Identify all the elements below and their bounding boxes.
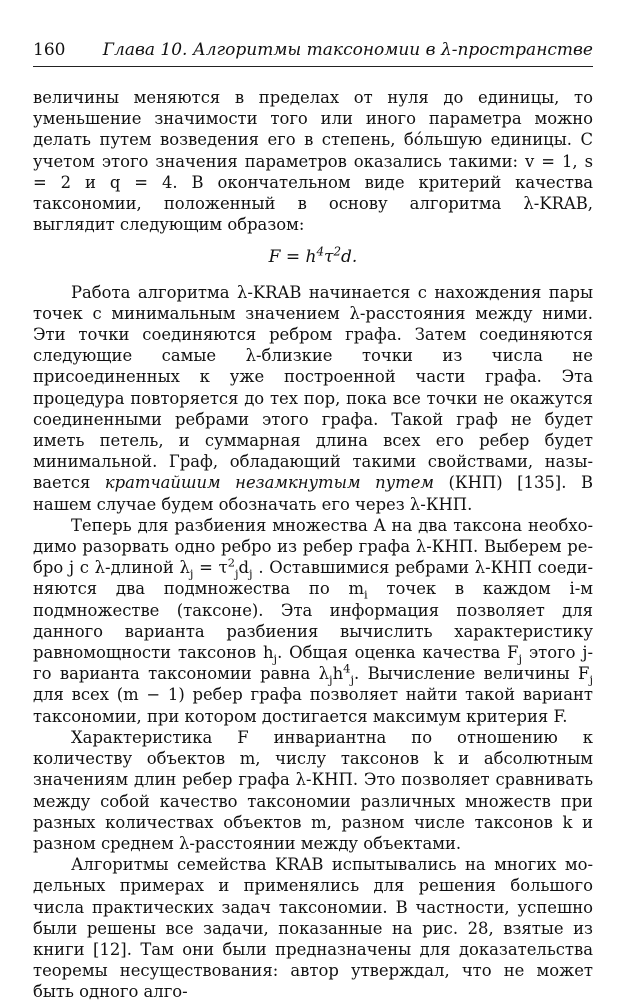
p3-text-4: . Общая оценка качества F: [277, 643, 519, 663]
p3-sub-hj: j: [273, 651, 278, 666]
paragraph-2-italic-term: кратчайшим незамкнутым путем: [104, 473, 434, 493]
p3-sub-fj2: j: [589, 672, 593, 687]
p3-text-6: . Вычисление величины F: [354, 664, 590, 684]
formula-exp-1: 4: [316, 244, 325, 259]
formula-rhs: d.: [341, 247, 358, 268]
p3-text-5: этого j-го варианта таксономии равна λ: [33, 643, 593, 684]
p3-text-2: . Оставшимися ребрами λ-КНП соединяются два подмножества по m: [33, 558, 593, 599]
paragraph-1: величины меняются в пределах от нуля до единицы, то уменьшение значимости того или иного параметра можно делать путем возведения его в степень, бо́льшую единицы. С учетом этого значения параметров оказались такими: v = 1, s = 2 и q = 4. В окончательном виде критерий качества таксономии, положенный в основу алгоритма λ-KRAB, выглядит следующим образом:: [33, 88, 593, 235]
paragraph-2-tail: (КНП) [135]. В нашем случае будем обозначать его через λ-КНП.: [33, 473, 593, 514]
paragraph-2: [33, 282, 593, 515]
p3-sub-fj: j: [518, 651, 523, 666]
p3-sub-j2: j: [234, 566, 239, 581]
formula-exp-2: 2: [333, 244, 342, 259]
p3-h-sub: j: [350, 672, 355, 687]
paragraph-3: [33, 515, 593, 727]
chapter-title: Глава 10. Алгоритмы таксономии в λ-пространстве: [102, 40, 593, 60]
paragraph-4: Характеристика F инвариантна по отношению к количеству объектов m, числу таксонов k и абсолютным значениям длин ребер графа λ-КНП. Это позволяет сравнивать между собой качество таксономии различных множеств при разных количествах объектов m, разном числе таксонов k и разном среднем λ-расстоянии между объектами.: [33, 727, 593, 853]
book-page: [33, 40, 593, 1003]
page-body: [33, 87, 593, 1003]
p3-d: d: [238, 558, 250, 578]
formula-tau: τ: [324, 247, 334, 268]
p3-sub-j3: j: [249, 566, 253, 581]
p3-h-sup: 4: [343, 661, 351, 676]
paragraph-2-text: Работа алгоритма λ-KRAB начинается с нахождения пары точек с минимальным значением λ-расстояния между ними. Эти точки соединяются ребром графа. Затем соединяются следующие самые λ-близкие точки из числа не присоединенных к уже построенной части графа. Эта процедура повторяется до тех пор, пока все точки не окажутся соединенными ребрами этого графа. Такой граф не будет иметь петель, и суммарная длина всех его ребер будет минимальной. Граф, обладающий такими свойствами, называется: [33, 282, 593, 493]
p3-sup-2: 2: [227, 555, 235, 570]
p3-eq: = τ: [193, 558, 228, 578]
p3-text-1: Теперь для разбиения множества A на два таксона необходимо разорвать одно ребро из ребер графа λ-КНП. Выберем ребро j с λ-длиной λ: [33, 515, 593, 578]
paragraph-5: Алгоритмы семейства KRAB испытывались на многих модельных примерах и применялись для решения большого числа практических задач таксономии. В частности, успешно были решены все задачи, показанные на рис. 28, взятые из книги [12]. Там они были предназначены для доказательства теоремы несуществования: автор утверждал, что не может быть одного алго-: [33, 855, 593, 1002]
p3-text-3: точек в каждом i-м подмножестве (таксоне). Эта информация позволяет для данного варианта разбиения вычислить характеристику равномощности таксонов h: [33, 579, 594, 663]
p3-h: h: [332, 664, 344, 684]
formula-criterion: [33, 244, 593, 268]
p3-sub-i: i: [364, 587, 368, 602]
p3-sub-j: j: [189, 566, 194, 581]
page-number: 160: [33, 40, 66, 60]
p3-text-7: для всех (m − 1) ребер графа позволяет найти такой вариант таксономии, при котором достигается максимум критерия F.: [33, 685, 593, 726]
p3-sub-lj: j: [329, 672, 333, 687]
running-header: [33, 40, 593, 67]
formula-lhs: F = h: [268, 247, 317, 268]
